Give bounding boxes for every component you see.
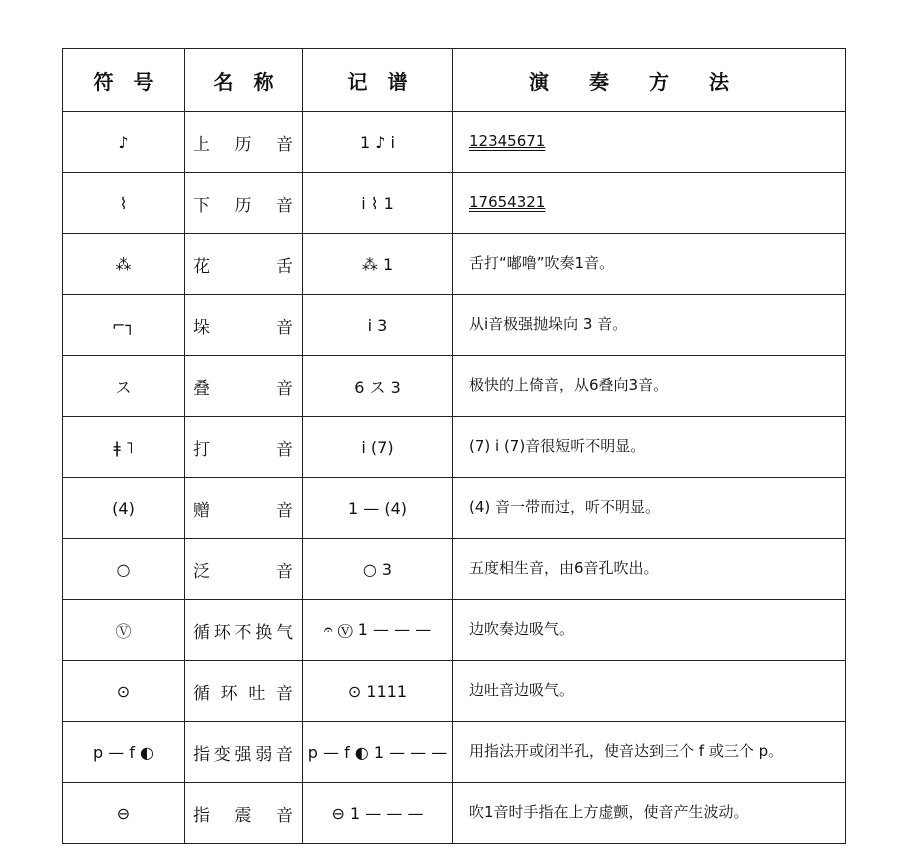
row-notation	[303, 783, 453, 844]
row-notation	[303, 112, 453, 173]
row-symbol	[63, 356, 185, 417]
row-method-text: 边吹奏边吸气。	[469, 620, 575, 639]
table-row	[63, 783, 846, 844]
row-notation-text: 𝄐 Ⓥ 1 — — —	[323, 620, 432, 639]
row-notation-text: p — f ◐ 1 — — —	[307, 742, 448, 762]
row-name	[185, 600, 303, 661]
row-name-text: 泛音	[193, 561, 293, 582]
row-notation	[303, 661, 453, 722]
row-symbol	[63, 417, 185, 478]
row-notation	[303, 417, 453, 478]
row-name	[185, 173, 303, 234]
table-row	[63, 295, 846, 356]
table-row	[63, 173, 846, 234]
header-name: 名 称	[185, 49, 303, 112]
row-name	[185, 234, 303, 295]
row-method	[453, 295, 846, 356]
row-symbol-text: p — f ◐	[92, 742, 154, 762]
row-method-text: 极快的上倚音，从6叠向3音。	[469, 376, 669, 395]
header-symbol: 符 号	[63, 49, 185, 112]
row-notation-text: ○ 3	[362, 559, 393, 579]
row-method-text: 用指法开或闭半孔，使音达到三个 f 或三个 p。	[469, 742, 784, 761]
row-method-text: (4) 音一带而过，听不明显。	[469, 498, 661, 517]
row-symbol-text: ǂ ˥	[113, 437, 134, 457]
header-method: 演奏方法	[453, 49, 846, 112]
row-method-text: 舌打“嘟噜”吹奏1音。	[469, 254, 615, 273]
row-name-text: 赠音	[193, 500, 293, 521]
row-name	[185, 783, 303, 844]
row-name-text: 花舌	[193, 256, 293, 277]
table-row	[63, 112, 846, 173]
row-name-text: 指变强弱音	[193, 744, 293, 765]
row-symbol	[63, 783, 185, 844]
row-name-text: 垛音	[193, 317, 293, 338]
row-method-text: (7) i (7)音很短听不明显。	[469, 437, 646, 456]
row-notation-text: ⁂ 1	[361, 254, 394, 274]
table-row	[63, 417, 846, 478]
row-symbol-text: ス	[115, 377, 132, 397]
table-row	[63, 722, 846, 783]
row-name-text: 打音	[193, 439, 293, 460]
row-method-text: 17654321	[469, 193, 546, 212]
table-row	[63, 661, 846, 722]
row-name-text: 上历音	[193, 134, 293, 155]
table-row	[63, 234, 846, 295]
row-method-text: 边吐音边吸气。	[469, 681, 575, 700]
row-method	[453, 478, 846, 539]
row-notation-text: i ⌇ 1	[361, 193, 394, 213]
row-symbol	[63, 234, 185, 295]
row-name	[185, 539, 303, 600]
row-symbol-text: ⌐┐	[111, 315, 136, 335]
row-name-text: 下历音	[193, 195, 293, 216]
header-row	[63, 49, 846, 112]
row-name-text: 循环不换气	[193, 622, 293, 643]
row-notation	[303, 356, 453, 417]
row-symbol	[63, 112, 185, 173]
row-symbol	[63, 600, 185, 661]
table-row	[63, 600, 846, 661]
row-method-text: 从i音极强抛垛向 3 音。	[469, 315, 628, 334]
row-notation-text: i (7)	[361, 437, 394, 457]
row-notation	[303, 478, 453, 539]
row-notation	[303, 295, 453, 356]
row-symbol-text: ⊖	[116, 803, 131, 823]
row-symbol	[63, 661, 185, 722]
row-symbol-text: ○	[116, 559, 131, 579]
row-notation	[303, 173, 453, 234]
row-notation	[303, 722, 453, 783]
row-symbol-text: ♪	[118, 132, 129, 152]
row-symbol	[63, 722, 185, 783]
row-symbol-text: ⊙	[116, 681, 131, 701]
row-symbol-text: Ⓥ	[115, 621, 132, 641]
row-method-text: 五度相生音，由6音孔吹出。	[469, 559, 659, 578]
row-name	[185, 356, 303, 417]
row-notation-text: i 3	[367, 315, 388, 335]
row-method	[453, 417, 846, 478]
row-method	[453, 783, 846, 844]
row-method	[453, 722, 846, 783]
symbol-table	[62, 48, 846, 844]
row-notation	[303, 539, 453, 600]
row-method	[453, 112, 846, 173]
row-method	[453, 661, 846, 722]
row-name	[185, 722, 303, 783]
row-notation-text: 1 — (4)	[347, 498, 407, 518]
row-notation	[303, 234, 453, 295]
row-name	[185, 478, 303, 539]
row-name-text: 指震音	[193, 805, 293, 826]
row-symbol	[63, 173, 185, 234]
row-name	[185, 295, 303, 356]
row-notation-text: ⊖ 1 — — —	[331, 803, 424, 823]
table-row	[63, 539, 846, 600]
row-method	[453, 356, 846, 417]
row-symbol	[63, 478, 185, 539]
row-method	[453, 234, 846, 295]
row-name-text: 叠音	[193, 378, 293, 399]
row-name	[185, 112, 303, 173]
row-name	[185, 417, 303, 478]
row-name	[185, 661, 303, 722]
row-symbol-text: ⌇	[119, 193, 128, 213]
header-notation: 记 谱	[303, 49, 453, 112]
row-symbol-text: ⁂	[115, 254, 132, 274]
row-symbol	[63, 539, 185, 600]
row-symbol	[63, 295, 185, 356]
row-method	[453, 600, 846, 661]
row-notation-text: 6 ス 3	[354, 377, 401, 397]
row-method	[453, 173, 846, 234]
row-notation	[303, 600, 453, 661]
row-notation-text: ⊙ 1111	[347, 681, 408, 701]
row-name-text: 循环吐音	[193, 683, 293, 704]
row-symbol-text: (4)	[112, 498, 135, 518]
row-method-text: 吹1音时手指在上方虚颤，使音产生波动。	[469, 803, 749, 822]
row-notation-text: 1 ♪ i	[359, 132, 395, 152]
row-method	[453, 539, 846, 600]
table-row	[63, 478, 846, 539]
table-row	[63, 356, 846, 417]
row-method-text: 12345671	[469, 132, 546, 151]
